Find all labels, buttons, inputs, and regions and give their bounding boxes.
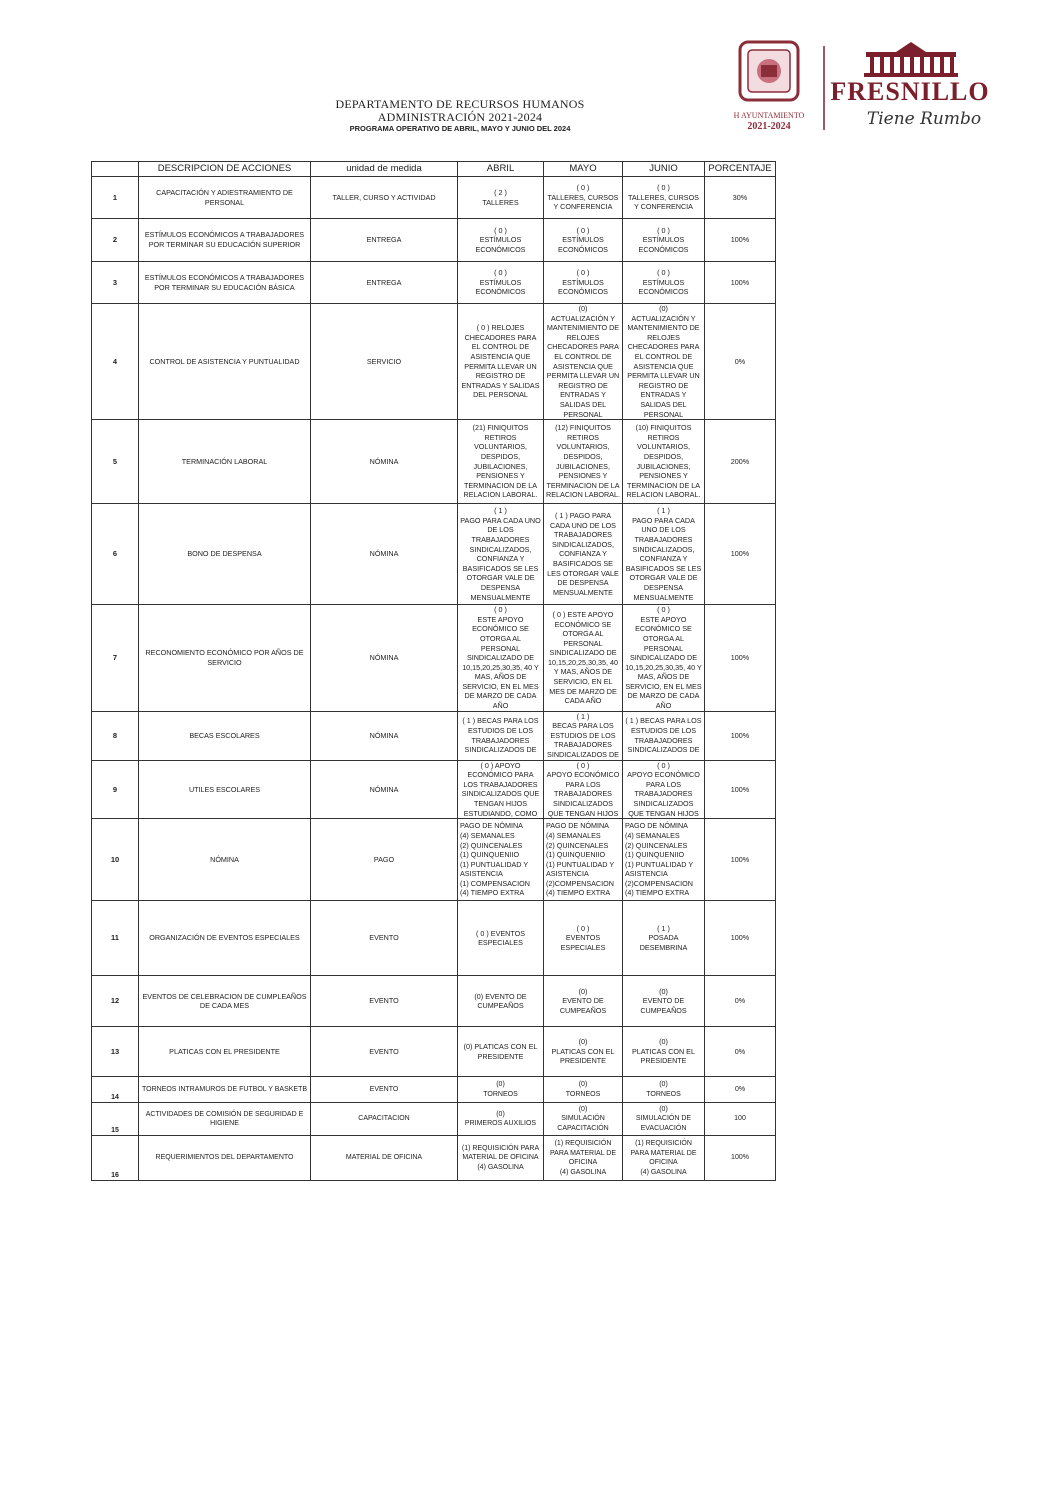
department-title: DEPARTAMENTO DE RECURSOS HUMANOS [335,97,585,111]
row-unit: ENTREGA [311,219,458,262]
row-may: ( 0 ) ESTE APOYO ECONÓMICO SE OTORGA AL PERSONAL SINDICALIZADO DE 10,15,20,25,30,35, 40 Y MAS, AÑOS DE SERVICIO, EN EL MES DE MARZO DE CADA AÑO [544,605,623,712]
header-description: DESCRIPCION DE ACCIONES [139,162,311,177]
row-percentage: 0% [705,1027,776,1077]
row-may: (0) SIMULACIÓN CAPACITACIÓN [544,1103,623,1136]
row-april: ( 0 ) EVENTOS ESPECIALES [458,901,544,976]
row-unit: NÓMINA [311,760,458,819]
row-june: ( 0 ) APOYO ECONÓMICO PARA LOS TRABAJADORES SINDICALIZADOS QUE TENGAN HIJOS [623,760,705,819]
row-description: REQUERIMIENTOS DEL DEPARTAMENTO [139,1136,311,1181]
row-number: 2 [92,219,139,262]
row-april: ( 1 ) BECAS PARA LOS ESTUDIOS DE LOS TRABAJADORES SINDICALIZADOS DE [458,711,544,760]
administration-period: ADMINISTRACIÓN 2021-2024 [377,110,543,124]
table-row [92,177,776,219]
row-june: ( 1 ) POSADA DESEMBRINA [623,901,705,976]
table-row [92,304,776,420]
table-row [92,760,776,819]
row-description: CONTROL DE ASISTENCIA Y PUNTUALIDAD [139,304,311,420]
table-header-row [92,162,776,177]
table-row [92,1136,776,1181]
row-may: ( 0 ) TALLERES, CURSOS Y CONFERENCIA [544,177,623,219]
row-june: (0) ACTUALIZACIÓN Y MANTENIMIENTO DE RELOJES CHECADORES PARA EL CONTROL DE ASISTENCIA QUE PERMITA LLEVAR UN REGISTRO DE ENTRADAS Y SALIDAS DEL PERSONAL [623,304,705,420]
table-row [92,1103,776,1136]
row-description: PLATICAS CON EL PRESIDENTE [139,1027,311,1077]
header-number [92,162,139,177]
row-april: ( 0 ) ESTE APOYO ECONÓMICO SE OTORGA AL PERSONAL SINDICALIZADO DE 10,15,20,25,30,35, 40 Y MAS, AÑOS DE SERVICIO, EN EL MES DE MARZO DE CADA AÑO [458,605,544,712]
row-may: ( 0 ) EVENTOS ESPECIALES [544,901,623,976]
table-row [92,1027,776,1077]
row-unit: NÓMINA [311,420,458,504]
row-may: (0) ACTUALIZACIÓN Y MANTENIMIENTO DE RELOJES CHECADORES PARA EL CONTROL DE ASISTENCIA QUE PERMITA LLEVAR UN REGISTRO DE ENTRADAS Y SALIDAS DEL PERSONAL [544,304,623,420]
row-april: ( 2 ) TALLERES [458,177,544,219]
row-number: 13 [92,1027,139,1077]
row-description: ACTIVIDADES DE COMISIÓN DE SEGURIDAD E HIGIENE [139,1103,311,1136]
row-percentage: 0% [705,304,776,420]
table-row [92,976,776,1027]
row-june: (10) FINIQUITOS RETIROS VOLUNTARIOS, DESPIDOS, JUBILACIONES, PENSIONES Y TERMINACION DE LA RELACION LABORAL. [623,420,705,504]
row-description: NÓMINA [139,819,311,901]
row-description: UTILES ESCOLARES [139,760,311,819]
row-description: BONO DE DESPENSA [139,504,311,605]
row-june: ( 1 ) BECAS PARA LOS ESTUDIOS DE LOS TRABAJADORES SINDICALIZADOS DE [623,711,705,760]
row-number: 5 [92,420,139,504]
row-june: (1) REQUISICIÓN PARA MATERIAL DE OFICINA (4) GASOLINA [623,1136,705,1181]
document-header [300,98,620,134]
table-row [92,504,776,605]
row-percentage: 0% [705,1077,776,1103]
row-april: ( 0 ) APOYO ECONÓMICO PARA LOS TRABAJADORES SINDICALIZADOS QUE TENGAN HIJOS ESTUDIANDO, COMO [458,760,544,819]
row-percentage: 100% [705,901,776,976]
seal-caption: H AYUNTAMIENTO [733,111,805,120]
row-may: (0) EVENTO DE CUMPEAÑOS [544,976,623,1027]
row-unit: EVENTO [311,1027,458,1077]
row-unit: TALLER, CURSO Y ACTIVIDAD [311,177,458,219]
row-percentage: 200% [705,420,776,504]
row-percentage: 100% [705,605,776,712]
row-may: (1) REQUISICIÓN PARA MATERIAL DE OFICINA (4) GASOLINA [544,1136,623,1181]
municipal-seal-icon [740,42,798,100]
row-may: ( 0 ) ESTÍMULOS ECONÓMICOS [544,219,623,262]
row-april: (21) FINIQUITOS RETIROS VOLUNTARIOS, DESPIDOS, JUBILACIONES, PENSIONES Y TERMINACION DE LA RELACION LABORAL. [458,420,544,504]
row-unit: CAPACITACION [311,1103,458,1136]
row-june: ( 0 ) ESTÍMULOS ECONÓMICOS [623,219,705,262]
row-june: ( 0 ) ESTÍMULOS ECONÓMICOS [623,262,705,304]
row-number: 1 [92,177,139,219]
row-percentage: 0% [705,976,776,1027]
row-number: 15 [92,1103,139,1136]
row-may: PAGO DE NÓMINA (4) SEMANALES (2) QUINCENALES (1) QUINQUENIIO (1) PUNTUALIDAD Y ASISTENCIA (2)COMPENSACION (4) TIEMPO EXTRA [544,819,623,901]
row-description: ESTÍMULOS ECONÓMICOS A TRABAJADORES POR TERMINAR SU EDUCACIÓN SUPERIOR [139,219,311,262]
row-description: ORGANIZACIÓN DE EVENTOS ESPECIALES [139,901,311,976]
row-april: ( 0 ) ESTÍMULOS ECONÓMICOS [458,219,544,262]
row-description: RECONOMIENTO ECONÓMICO POR AÑOS DE SERVICIO [139,605,311,712]
row-unit: EVENTO [311,901,458,976]
row-may: ( 1 ) PAGO PARA CADA UNO DE LOS TRABAJADORES SINDICALIZADOS, CONFIANZA Y BASIFICADOS SE LES OTORGAR VALE DE DESPENSA MENSUALMENTE [544,504,623,605]
operative-program-table [91,161,776,1181]
row-april: (0) PRIMEROS AUXILIOS [458,1103,544,1136]
row-may: (12) FINIQUITOS RETIROS VOLUNTARIOS, DESPIDOS, JUBILACIONES, PENSIONES Y TERMINACION DE LA RELACION LABORAL. [544,420,623,504]
row-number: 7 [92,605,139,712]
row-number: 14 [92,1077,139,1103]
seal-years: 2021-2024 [747,121,791,132]
row-may: ( 1 ) BECAS PARA LOS ESTUDIOS DE LOS TRABAJADORES SINDICALIZADOS DE [544,711,623,760]
row-number: 8 [92,711,139,760]
row-may: (0) TORNEOS [544,1077,623,1103]
row-june: ( 0 ) ESTE APOYO ECONÓMICO SE OTORGA AL PERSONAL SINDICALIZADO DE 10,15,20,25,30,35, 40 Y MAS, AÑOS DE SERVICIO, EN EL MES DE MARZO DE CADA AÑO [623,605,705,712]
brand-tagline: Tiene Rumbo [866,109,982,129]
row-may: ( 0 ) APOYO ECONÓMICO PARA LOS TRABAJADORES SINDICALIZADOS QUE TENGAN HIJOS [544,760,623,819]
row-june: PAGO DE NÓMINA (4) SEMANALES (2) QUINCENALES (1) QUINQUENIIO (1) PUNTUALIDAD Y ASISTENCIA (2)COMPENSACION (4) TIEMPO EXTRA [623,819,705,901]
row-april: (0) PLATICAS CON EL PRESIDENTE [458,1027,544,1077]
row-june: ( 1 ) PAGO PARA CADA UNO DE LOS TRABAJADORES SINDICALIZADOS, CONFIANZA Y BASIFICADOS SE LES OTORGAR VALE DE DESPENSA MENSUALMENTE [623,504,705,605]
row-description: TERMINACIÓN LABORAL [139,420,311,504]
row-number: 4 [92,304,139,420]
row-number: 12 [92,976,139,1027]
row-number: 16 [92,1136,139,1181]
row-unit: EVENTO [311,1077,458,1103]
row-april: PAGO DE NÓMINA (4) SEMANALES (2) QUINCENALES (1) QUINQUENIIO (1) PUNTUALIDAD Y ASISTENCIA (1) COMPENSACION (4) TIEMPO EXTRA [458,819,544,901]
header-unit: unidad de medida [311,162,458,177]
row-percentage: 100% [705,711,776,760]
row-percentage: 100% [705,504,776,605]
header-may: MAYO [544,162,623,177]
row-percentage: 100% [705,760,776,819]
row-description: BECAS ESCOLARES [139,711,311,760]
row-description: TORNEOS INTRAMUROS DE FUTBOL Y BASKETB [139,1077,311,1103]
table-row [92,420,776,504]
row-number: 3 [92,262,139,304]
row-number: 11 [92,901,139,976]
row-description: EVENTOS DE CELEBRACION DE CUMPLEAÑOS DE CADA MES [139,976,311,1027]
table-row [92,1077,776,1103]
row-april: ( 0 ) RELOJES CHECADORES PARA EL CONTROL DE ASISTENCIA QUE PERMITA LLEVAR UN REGISTRO DE ENTRADAS Y SALIDAS DEL PERSONAL [458,304,544,420]
row-unit: NÓMINA [311,605,458,712]
header-june: JUNIO [623,162,705,177]
row-june: ( 0 ) TALLERES, CURSOS Y CONFERENCIA [623,177,705,219]
row-percentage: 30% [705,177,776,219]
row-percentage: 100% [705,1136,776,1181]
table-row [92,605,776,712]
row-percentage: 100% [705,262,776,304]
brand-wordmark: FRESNILLO [830,77,990,106]
row-april: ( 0 ) ESTÍMULOS ECONÓMICOS [458,262,544,304]
table-row [92,901,776,976]
row-unit: NÓMINA [311,504,458,605]
row-percentage: 100% [705,219,776,262]
row-may: (0) PLATICAS CON EL PRESIDENTE [544,1027,623,1077]
row-april: ( 1 ) PAGO PARA CADA UNO DE LOS TRABAJADORES SINDICALIZADOS, CONFIANZA Y BASIFICADOS SE LES OTORGAR VALE DE DESPENSA MENSUALMENTE [458,504,544,605]
row-unit: SERVICIO [311,304,458,420]
table-row [92,219,776,262]
row-april: (0) TORNEOS [458,1077,544,1103]
row-unit: PAGO [311,819,458,901]
row-june: (0) TORNEOS [623,1077,705,1103]
row-june: (0) EVENTO DE CUMPEAÑOS [623,976,705,1027]
table-row [92,262,776,304]
row-may: ( 0 ) ESTÍMULOS ECONÓMICOS [544,262,623,304]
row-number: 6 [92,504,139,605]
table-row [92,819,776,901]
row-unit: ENTREGA [311,262,458,304]
program-title: PROGRAMA OPERATIVO DE ABRIL, MAYO Y JUNIO DEL 2024 [349,124,571,133]
row-unit: NÓMINA [311,711,458,760]
row-percentage: 100% [705,819,776,901]
row-description: ESTÍMULOS ECONÓMICOS A TRABAJADORES POR TERMINAR SU EDUCACIÓN BÁSICA [139,262,311,304]
header-percentage: PORCENTAJE [705,162,776,177]
building-icon [864,42,958,77]
row-june: (0) SIMULACIÓN DE EVACUACIÓN [623,1103,705,1136]
row-number: 10 [92,819,139,901]
row-number: 9 [92,760,139,819]
header-april: ABRIL [458,162,544,177]
row-description: CAPACITACIÓN Y ADIESTRAMIENTO DE PERSONAL [139,177,311,219]
row-unit: EVENTO [311,976,458,1027]
row-april: (0) EVENTO DE CUMPEAÑOS [458,976,544,1027]
row-april: (1) REQUISICIÓN PARA MATERIAL DE OFICINA (4) GASOLINA [458,1136,544,1181]
table-row [92,711,776,760]
fresnillo-logos [728,38,1018,133]
row-unit: MATERIAL DE OFICINA [311,1136,458,1181]
row-june: (0) PLATICAS CON EL PRESIDENTE [623,1027,705,1077]
row-percentage: 100 [705,1103,776,1136]
